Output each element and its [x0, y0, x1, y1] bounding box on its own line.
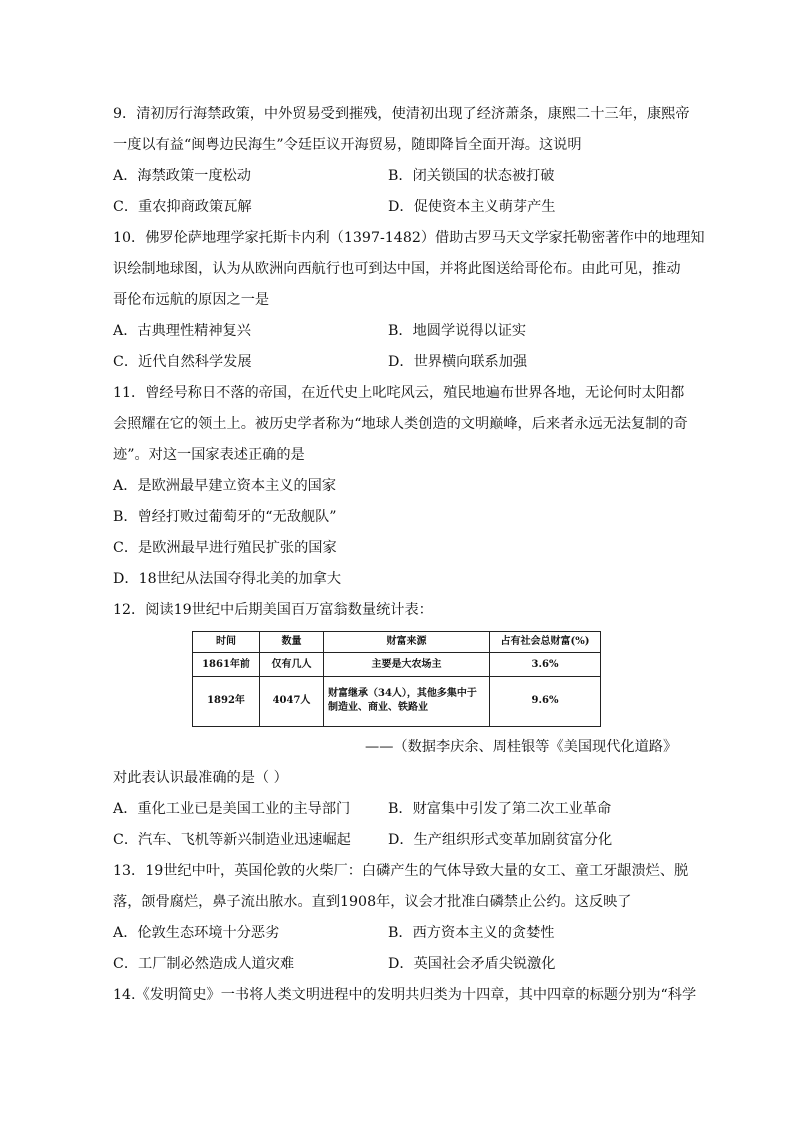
table-header-row [193, 632, 601, 653]
table-header: 占有社会总财富(%) [490, 632, 601, 653]
table-cell: 仅有几人 [260, 653, 324, 676]
q10-option-d[interactable]: D．世界横向联系加强 [388, 354, 528, 370]
q10-stem-line1: 10．佛罗伦萨地理学家托斯卡内利（1397-1482）借助古罗马天文学家托勒密著作中的地理知 [113, 230, 705, 246]
q10-option-a[interactable]: A．古典理性精神复兴 [113, 323, 251, 339]
q10-option-b[interactable]: B．地圆学说得以证实 [388, 323, 527, 339]
q10-stem-line3: 哥伦布远航的原因之一是 [113, 292, 270, 308]
q14-stem-line1: 14.《发明简史》一书将人类文明进程中的发明共归类为十四章，其中四章的标题分别为“科学 [113, 987, 697, 1003]
q12-option-d[interactable]: D．生产组织形式变革加剧贫富分化 [388, 832, 613, 848]
table-header: 时间 [193, 632, 260, 653]
q11-option-b[interactable]: B．曾经打败过葡萄牙的“无敌舰队” [113, 509, 337, 525]
q12-option-c[interactable]: C．汽车、飞机等新兴制造业迅速崛起 [113, 832, 351, 848]
q9-option-c[interactable]: C．重农抑商政策瓦解 [113, 199, 252, 215]
q11-option-d[interactable]: D．18世纪从法国夺得北美的加拿大 [113, 571, 342, 587]
table-cell: 3.6% [490, 653, 601, 676]
q11-stem-line1: 11．曾经号称日不落的帝国，在近代史上叱咤风云，殖民地遍布世界各地，无论何时太阳都 [113, 385, 685, 401]
q9-option-d[interactable]: D．促使资本主义萌芽产生 [388, 199, 556, 215]
q9-stem-line2: 一度以有益“闽粤边民海生”令廷臣议开海贸易，随即降旨全面开海。这说明 [113, 137, 582, 153]
q11-stem-line2: 会照耀在它的领土上。被历史学者称为“地球人类创造的文明巅峰，后来者永远无法复制的奇 [113, 416, 688, 432]
table-cell: 4047人 [260, 676, 324, 726]
q13-option-b[interactable]: B．西方资本主义的贪婪性 [388, 925, 555, 941]
table-cell: 1861年前 [193, 653, 260, 676]
millionaire-stats-table [192, 631, 601, 727]
q9-stem-line1: 9．清初厉行海禁政策，中外贸易受到摧残，使清初出现了经济萧条，康熙二十三年，康熙帝 [113, 106, 690, 122]
table-header: 财富来源 [324, 632, 490, 653]
q12-source-citation: ——（数据李庆余、周桂银等《美国现代化道路》 [365, 739, 678, 755]
table-cell: 9.6% [490, 676, 601, 726]
q13-option-a[interactable]: A．伦敦生态环境十分恶劣 [113, 925, 280, 941]
table-cell: 财富继承（34人），其他多集中于制造业、商业、铁路业 [324, 676, 490, 726]
table-row [193, 676, 601, 726]
q12-question: 对此表认识最准确的是（ ） [113, 770, 288, 786]
table-row [193, 653, 601, 676]
q9-option-a[interactable]: A．海禁政策一度松动 [113, 168, 251, 184]
q11-stem-line3: 迹”。对这一国家表述正确的是 [113, 447, 305, 463]
table-cell: 1892年 [193, 676, 260, 726]
q13-option-c[interactable]: C．工厂制必然造成人道灾难 [113, 956, 295, 972]
table-cell: 主要是大农场主 [324, 653, 490, 676]
q10-option-c[interactable]: C．近代自然科学发展 [113, 354, 252, 370]
q11-option-c[interactable]: C．是欧洲最早进行殖民扩张的国家 [113, 540, 337, 556]
q13-option-d[interactable]: D．英国社会矛盾尖锐激化 [388, 956, 556, 972]
q12-stem: 12．阅读19世纪中后期美国百万富翁数量统计表： [113, 602, 433, 618]
q9-option-b[interactable]: B．闭关锁国的状态被打破 [388, 168, 555, 184]
q11-option-a[interactable]: A．是欧洲最早建立资本主义的国家 [113, 478, 337, 494]
q13-stem-line2: 落，颌骨腐烂，鼻子流出脓水。直到1908年，议会才批准白磷禁止公约。这反映了 [113, 894, 632, 910]
q13-stem-line1: 13．19世纪中叶，英国伦敦的火柴厂：白磷产生的气体导致大量的女工、童工牙龈溃烂、脱 [113, 863, 689, 879]
q12-option-b[interactable]: B．财富集中引发了第二次工业革命 [388, 801, 612, 817]
q10-stem-line2: 识绘制地球图，认为从欧洲向西航行也可到达中国，并将此图送给哥伦布。由此可见，推动 [113, 261, 681, 277]
q12-option-a[interactable]: A．重化工业已是美国工业的主导部门 [113, 801, 351, 817]
table-header: 数量 [260, 632, 324, 653]
